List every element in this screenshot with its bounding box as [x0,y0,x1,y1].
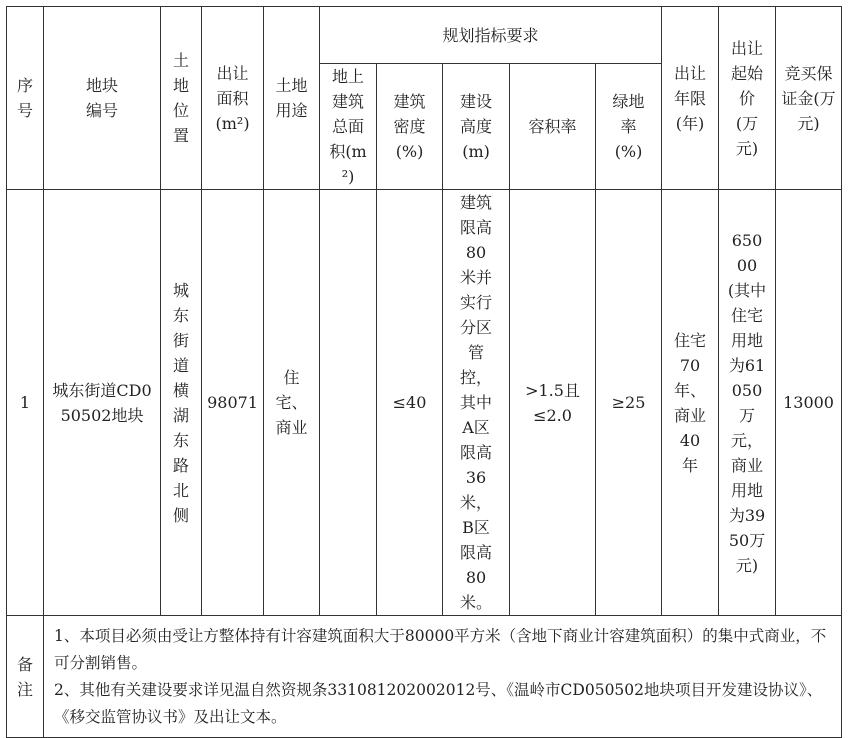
header-planning-group: 规划指标要求 [320,7,662,64]
header-deposit: 竞买保证金(万元) [776,7,842,190]
cell-start-price: 65000(其中住宅用地为61050万元，商业用地为3950万元) [719,190,776,616]
cell-location: 城东街道横湖东路北侧 [161,190,202,616]
header-green: 绿地率(%) [596,64,662,190]
notes-cell [44,616,842,738]
cell-seq: 1 [7,190,44,616]
cell-deposit: 13000 [776,190,842,616]
land-transfer-table [6,6,842,738]
header-height: 建设高度(m) [443,64,510,190]
header-far: 容积率 [510,64,596,190]
header-parcel-no: 地块编号 [44,7,161,190]
cell-use: 住宅、商业 [264,190,320,616]
note-item-1: 1、本项目必须由受让方整体持有计容建筑面积大于80000平方米（含地下商业计容建筑面积）的集中式商业，不可分割销售。 [54,626,827,672]
notes-label: 备注 [7,616,44,738]
header-seq: 序号 [7,7,44,190]
cell-density: ≤40 [377,190,443,616]
cell-green: ≥25 [596,190,662,616]
header-density: 建筑密度(%) [377,64,443,190]
header-building-area: 地上建筑总面积(m²) [320,64,377,190]
cell-building-area [320,190,377,616]
header-start-price: 出让起始价(万元) [719,7,776,190]
header-term: 出让年限(年) [662,7,719,190]
header-area: 出让面积(m²) [202,7,264,190]
note-item-2: 2、其他有关建设要求详见温自然资规条331081202002012号、《温岭市CD050502地块项目开发建设协议》、《移交监管协议书》及出让文本。 [54,680,823,726]
cell-area: 98071 [202,190,264,616]
cell-parcel-no: 城东街道CD050502地块 [44,190,161,616]
cell-height: 建筑限高80米并实行分区管控，其中A区限高36米，B区限高80米。 [443,190,510,616]
cell-term: 住宅70年、商业40年 [662,190,719,616]
header-location: 土地位置 [161,7,202,190]
header-use: 土地用途 [264,7,320,190]
cell-far: >1.5且≤2.0 [510,190,596,616]
